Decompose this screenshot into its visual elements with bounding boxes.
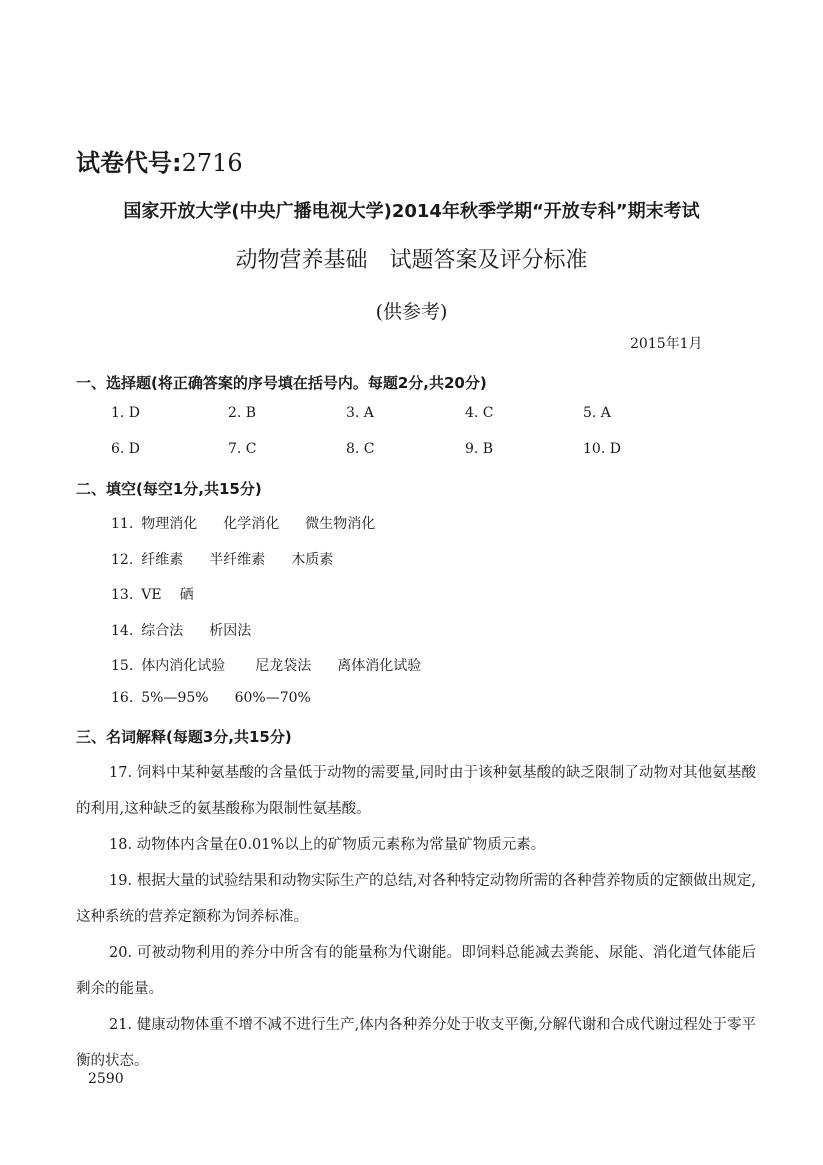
paper-code-label: 试卷代号: [76, 149, 182, 177]
choice-answer: 2. B [228, 405, 257, 421]
choice-answer: 6. D [111, 441, 141, 457]
doc-title: 动物营养基础 试题答案及评分标准 [235, 248, 588, 273]
fill-answer: 半纤维素 [209, 552, 266, 568]
fill-answer: 物理消化 [141, 516, 198, 532]
choice-answer: 4. C [465, 405, 494, 421]
fill-answer: 60%—70% [234, 690, 311, 706]
item-number: 14. [111, 623, 134, 639]
choice-answer: 9. B [465, 441, 494, 457]
fill-answer: 体内消化试验 [141, 658, 226, 674]
choice-answer: 7. C [228, 441, 257, 457]
item-number: 13. [111, 587, 134, 603]
choice-answer: 1. D [111, 405, 141, 421]
section-title-choice: 一、选择题(将正确答案的序号填在括号内。每题2分,共20分) [76, 374, 487, 392]
fill-item [111, 690, 337, 706]
fill-item [111, 549, 359, 569]
fill-answer: 硒 [179, 587, 194, 603]
fill-item [111, 620, 277, 640]
fill-item [111, 513, 401, 533]
fill-answer: 纤维素 [141, 552, 184, 568]
page-number: 2590 [88, 1071, 124, 1087]
choice-answer: 3. A [346, 405, 374, 421]
choice-answer: 10. D [583, 441, 621, 457]
fill-answer: 离体消化试验 [337, 658, 422, 674]
fill-answer: 微生物消化 [305, 516, 376, 532]
exam-date: 2015年1月 [630, 336, 703, 352]
item-number: 12. [111, 552, 134, 568]
fill-item [111, 584, 220, 604]
fill-item [111, 655, 447, 675]
item-number: 16. [111, 690, 134, 706]
fill-answer: 化学消化 [223, 516, 280, 532]
fill-answer: 综合法 [141, 623, 184, 639]
term-definition: 21. 健康动物体重不增不减不进行生产,体内各种养分处于收支平衡,分解代谢和合成代谢过程处于零平衡的状态。 [76, 1017, 756, 1069]
fill-answer: 尼龙袋法 [255, 658, 312, 674]
paper-code [76, 143, 243, 178]
fill-answer: VE [141, 587, 162, 603]
exam-title: 国家开放大学(中央广播电视大学)2014年秋季学期“开放专科”期末考试 [123, 201, 700, 222]
term-definition: 18. 动物体内含量在0.01%以上的矿物质元素称为常量矿物质元素。 [109, 837, 546, 853]
term-definition: 17. 饲料中某种氨基酸的含量低于动物的需要量,同时由于该种氨基酸的缺乏限制了动物对其他氨基酸的利用,这种缺乏的氨基酸称为限制性氨基酸。 [76, 765, 756, 817]
item-number: 11. [111, 516, 134, 532]
term-definition: 20. 可被动物利用的养分中所含有的能量称为代谢能。即饲料总能减去粪能、尿能、消化道气体能后剩余的能量。 [76, 945, 756, 997]
section-title-terms: 三、名词解释(每题3分,共15分) [76, 728, 292, 746]
paper-code-number: 2716 [181, 149, 243, 177]
choice-answer: 8. C [346, 441, 375, 457]
doc-subtitle: (供参考) [375, 301, 448, 323]
section-title-fill: 二、填空(每空1分,共15分) [76, 480, 262, 498]
choice-answer: 5. A [583, 405, 611, 421]
term-definition: 19. 根据大量的试验结果和动物实际生产的总结,对各种特定动物所需的各种营养物质的定额做出规定,这种系统的营养定额称为饲养标准。 [76, 873, 756, 925]
fill-answer: 木质素 [291, 552, 334, 568]
item-number: 15. [111, 658, 134, 674]
fill-answer: 析因法 [209, 623, 252, 639]
fill-answer: 5%—95% [141, 690, 209, 706]
